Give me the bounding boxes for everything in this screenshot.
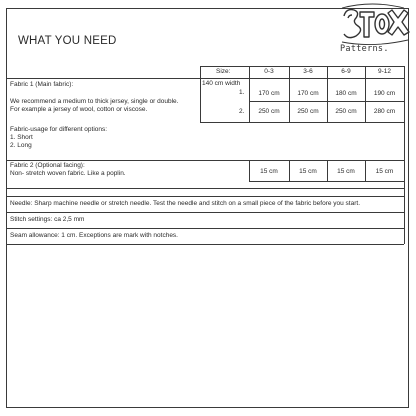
size-header-2: 6-9 bbox=[341, 68, 351, 75]
divider bbox=[6, 160, 404, 161]
page-title: WHAT YOU NEED bbox=[18, 35, 117, 47]
fabric1-title: Fabric 1 (Main fabric): bbox=[10, 81, 74, 88]
fabric1-opt2-value: 280 cm bbox=[373, 108, 396, 115]
fabric2-value: 15 cm bbox=[337, 168, 355, 175]
fabric1-opt1-value: 180 cm bbox=[335, 90, 357, 97]
divider bbox=[6, 228, 404, 229]
fabric1-opt2-value: 250 cm bbox=[297, 108, 319, 115]
option-number-1: 1. bbox=[239, 89, 245, 96]
fabric1-opt1-value: 190 cm bbox=[373, 90, 396, 97]
divider bbox=[200, 122, 404, 123]
needle-note: Needle: Sharp machine needle or stretch needle. Test the needle and stitch on a small piece of the fabric before you start. bbox=[10, 200, 361, 207]
fabric1-desc-line2: For example a jersey of wool, cotton or viscose. bbox=[10, 106, 148, 113]
divider bbox=[6, 188, 404, 189]
size-label: Size: bbox=[216, 68, 231, 75]
option-number-2: 2. bbox=[239, 108, 245, 115]
stitch-settings: Stitch settings: ca 2,5 mm bbox=[10, 216, 85, 223]
logo-wordmark: Patterns. bbox=[340, 44, 389, 54]
divider bbox=[6, 78, 404, 79]
fabric1-opt1-value: 170 cm bbox=[258, 90, 280, 97]
fabric-usage-title: Fabric-usage for different options: bbox=[10, 126, 108, 133]
fabric2-title: Fabric 2 (Optional facing): bbox=[10, 162, 85, 169]
fabric1-desc-line1: We recommend a medium to thick jersey, single or double. bbox=[10, 98, 179, 105]
fabric1-opt2-value: 250 cm bbox=[335, 108, 357, 115]
divider bbox=[404, 66, 405, 244]
divider bbox=[200, 66, 404, 67]
divider bbox=[6, 212, 404, 213]
fabric2-value: 15 cm bbox=[375, 168, 394, 175]
fabric-usage-option-2: 2. Long bbox=[10, 142, 32, 149]
fabric2-value: 15 cm bbox=[260, 168, 278, 175]
divider bbox=[6, 244, 404, 245]
fabric1-opt2-value: 250 cm bbox=[258, 108, 280, 115]
fabric1-opt1-value: 170 cm bbox=[297, 90, 319, 97]
fabric2-desc: Non- stretch woven fabric. Like a poplin. bbox=[10, 170, 126, 177]
seam-allowance: Seam allowance: 1 cm. Exceptions are mark with notches. bbox=[10, 232, 178, 239]
fabric2-value: 15 cm bbox=[299, 168, 317, 175]
size-header-3: 9-12 bbox=[377, 68, 391, 75]
size-header-1: 3-6 bbox=[303, 68, 313, 75]
divider bbox=[6, 78, 7, 244]
fabric-width-label: 140 cm width bbox=[202, 80, 241, 87]
divider bbox=[6, 196, 404, 197]
fabric-usage-option-1: 1. Short bbox=[10, 134, 33, 141]
size-header-0: 0-3 bbox=[264, 68, 274, 75]
divider bbox=[249, 181, 404, 182]
